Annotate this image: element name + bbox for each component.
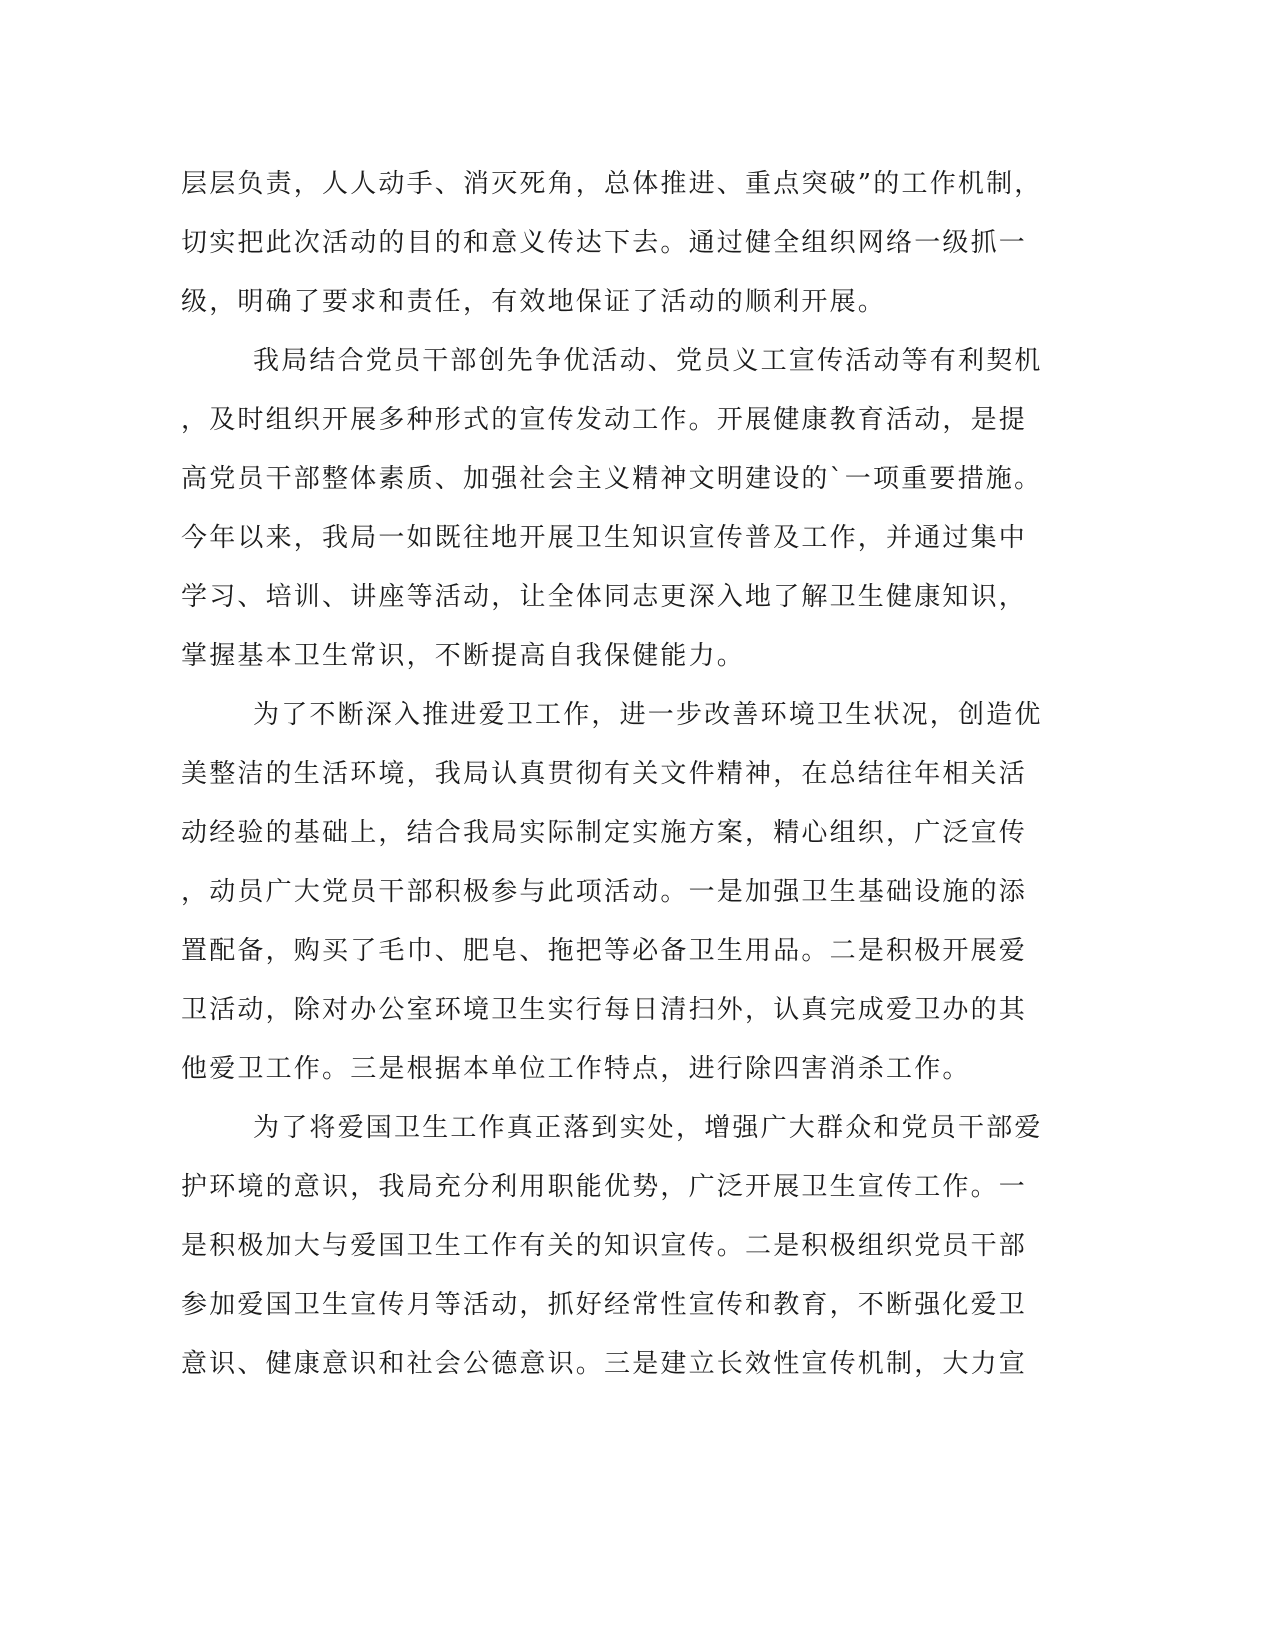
text-line: 美整洁的生活环境，我局认真贯彻有关文件精神，在总结往年相关活 — [181, 759, 1028, 789]
text-line: 今年以来，我局一如既往地开展卫生知识宣传普及工作，并通过集中 — [181, 523, 1028, 553]
text-line: 他爱卫工作。三是根据本单位工作特点，进行除四害消杀工作。 — [181, 1054, 971, 1084]
text-line: 护环境的意识，我局充分利用职能优势，广泛开展卫生宣传工作。一 — [181, 1172, 1028, 1202]
text-line: 卫活动，除对办公室环境卫生实行每日清扫外，认真完成爱卫办的其 — [181, 995, 1028, 1025]
text-line: 高党员干部整体素质、加强社会主义精神文明建设的`一项重要措施。 — [181, 464, 1043, 494]
text-line: 切实把此次活动的目的和意义传达下去。通过健全组织网络一级抓一 — [181, 228, 1028, 258]
body-text — [181, 155, 1051, 1394]
paragraph-first-line: 为了不断深入推进爱卫工作，进一步改善环境卫生状况，创造优 — [253, 700, 1043, 730]
text-line: 是积极加大与爱国卫生工作有关的知识宣传。二是积极组织党员干部 — [181, 1231, 1028, 1261]
text-line: ，及时组织开展多种形式的宣传发动工作。开展健康教育活动，是提 — [181, 405, 1028, 435]
paragraph-first-line: 我局结合党员干部创先争优活动、党员义工宣传活动等有利契机 — [253, 346, 1043, 376]
paragraph-first-line: 为了将爱国卫生工作真正落到实处，增强广大群众和党员干部爱 — [253, 1113, 1043, 1143]
text-line: 参加爱国卫生宣传月等活动，抓好经常性宣传和教育，不断强化爱卫 — [181, 1290, 1028, 1320]
text-line: 置配备，购买了毛巾、肥皂、拖把等必备卫生用品。二是积极开展爱 — [181, 936, 1028, 966]
text-line: 学习、培训、讲座等活动，让全体同志更深入地了解卫生健康知识， — [181, 582, 1028, 612]
text-line: 级，明确了要求和责任，有效地保证了活动的顺利开展。 — [181, 287, 887, 317]
text-line: 掌握基本卫生常识，不断提高自我保健能力。 — [181, 641, 746, 671]
text-line: 层层负责，人人动手、消灭死角，总体推进、重点突破”的工作机制， — [181, 169, 1043, 199]
text-line: ，动员广大党员干部积极参与此项活动。一是加强卫生基础设施的添 — [181, 877, 1028, 907]
text-line: 动经验的基础上，结合我局实际制定实施方案，精心组织，广泛宣传 — [181, 818, 1028, 848]
text-line: 意识、健康意识和社会公德意识。三是建立长效性宣传机制，大力宣 — [181, 1349, 1028, 1379]
